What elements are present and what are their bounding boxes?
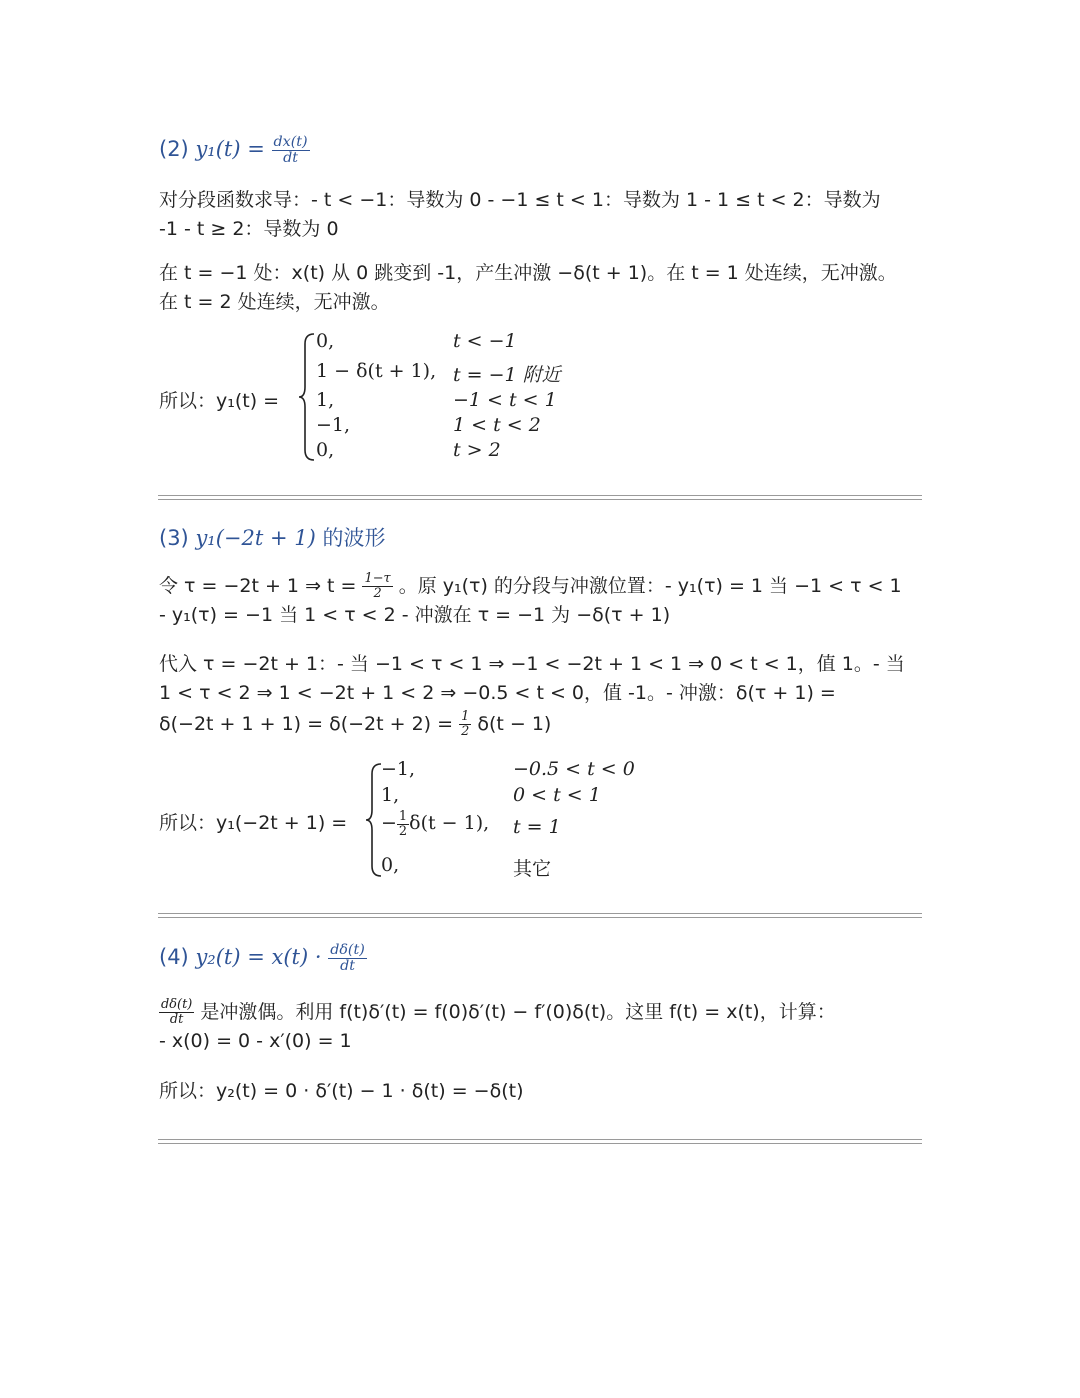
- text-run: −: [381, 812, 397, 835]
- section-2-paragraph-2: [159, 259, 939, 317]
- case-value: −1,: [316, 414, 351, 436]
- section-3-title-math: y₁(−2t + 1): [195, 526, 316, 550]
- fraction-denominator: 2: [461, 724, 470, 739]
- paragraph-line: [159, 998, 939, 1027]
- case-condition: t > 2: [453, 439, 501, 461]
- case-value: 1,: [381, 784, 400, 806]
- inline-fraction: [397, 810, 409, 838]
- section-3-number: (3): [159, 526, 189, 550]
- section-4-paragraph-2: [159, 1077, 939, 1106]
- fraction-denominator: 2: [373, 586, 382, 601]
- case-value: 1 − δ(t + 1),: [316, 360, 437, 382]
- case-value: 0,: [316, 330, 335, 352]
- inline-fraction: [362, 572, 392, 600]
- case-condition: t = −1 附近: [453, 364, 561, 386]
- section-2-heading: [159, 134, 939, 165]
- section-3-paragraph-1: [159, 572, 939, 630]
- fraction-numerator: dx(t): [273, 133, 308, 150]
- section-3-paragraph-2: [159, 650, 939, 739]
- case-condition: 0 < t < 1: [513, 784, 601, 806]
- section-4-title-fraction: [328, 943, 367, 974]
- text-run: 。原 y₁(τ) 的分段与冲激位置：- y₁(τ) = 1 当 −1 < τ < 1: [398, 575, 902, 597]
- section-2-title-lhs: y₁(t) =: [195, 137, 265, 161]
- section-3-title-suffix: 的波形: [322, 526, 386, 550]
- paragraph-line: 1 < τ < 2 ⇒ 1 < −2t + 1 < 2 ⇒ −0.5 < t < 0，值 -1。- 冲激：δ(τ + 1) =: [159, 682, 836, 704]
- section-2-piecewise: [159, 330, 659, 470]
- paragraph-line: [159, 710, 939, 739]
- fraction-denominator: 2: [398, 823, 408, 839]
- section-4-number: (4): [159, 945, 189, 969]
- piecewise-lhs: 所以：y₁(−2t + 1) =: [159, 812, 348, 834]
- inline-fraction: [159, 998, 194, 1026]
- fraction-denominator: dt: [340, 957, 355, 974]
- case-value-impulse: [381, 810, 489, 838]
- fraction-denominator: dt: [169, 1012, 184, 1027]
- fraction-numerator: 1: [398, 809, 408, 824]
- paragraph-line: 对分段函数求导：- t < −1：导数为 0 - −1 ≤ t < 1：导数为 1 - 1 ≤ t < 2：导数为: [159, 189, 881, 211]
- paragraph-line: -1 - t ≥ 2：导数为 0: [159, 218, 339, 240]
- piecewise-lhs: 所以：y₁(t) =: [159, 390, 280, 412]
- section-divider: [158, 1139, 922, 1144]
- text-run: δ(t − 1): [477, 713, 552, 735]
- fraction-numerator: 1−τ: [364, 571, 391, 587]
- text-run: δ(t − 1),: [409, 812, 490, 835]
- section-4-heading: [159, 942, 939, 973]
- section-4-paragraph-1: [159, 998, 939, 1056]
- section-divider: [158, 913, 922, 918]
- case-condition: t = 1: [513, 816, 561, 838]
- text-run: δ(−2t + 1 + 1) = δ(−2t + 2) =: [159, 713, 454, 735]
- fraction-numerator: dδ(t): [161, 997, 193, 1013]
- case-condition: t < −1: [453, 330, 517, 352]
- text-run: 是冲激偶。利用 f(t)δ′(t) = f(0)δ′(t) − f′(0)δ(t)。这里 f(t) = x(t)，计算：: [200, 1001, 836, 1023]
- case-value: 0,: [316, 439, 335, 461]
- paragraph-line: 在 t = −1 处：x(t) 从 0 跳变到 -1，产生冲激 −δ(t + 1)。在 t = 1 处连续，无冲激。: [159, 262, 897, 284]
- paragraph-line: - y₁(τ) = −1 当 1 < τ < 2 - 冲激在 τ = −1 为 −δ(τ + 1): [159, 604, 671, 626]
- fraction-numerator: 1: [461, 709, 470, 725]
- paragraph-line: - x(0) = 0 - x′(0) = 1: [159, 1030, 352, 1052]
- paragraph-line: 在 t = 2 处连续，无冲激。: [159, 291, 390, 313]
- paragraph-line: 代入 τ = −2t + 1：- 当 −1 < τ < 1 ⇒ −1 < −2t + 1 < 1 ⇒ 0 < t < 1，值 1。- 当: [159, 653, 905, 675]
- fraction-numerator: dδ(t): [330, 941, 365, 958]
- section-2-paragraph-1: [159, 186, 939, 244]
- section-3-heading: [159, 523, 939, 553]
- paragraph-line: 所以：y₂(t) = 0 · δ′(t) − 1 · δ(t) = −δ(t): [159, 1080, 524, 1102]
- section-divider: [158, 495, 922, 500]
- case-value: 0,: [381, 854, 400, 876]
- fraction-denominator: dt: [283, 149, 298, 166]
- text-run: 令 τ = −2t + 1 ⇒ t =: [159, 575, 357, 597]
- case-value: −1,: [381, 758, 416, 780]
- section-2-title-fraction: [272, 135, 310, 166]
- case-condition: −0.5 < t < 0: [513, 758, 635, 780]
- paragraph-line: [159, 572, 939, 601]
- section-4-title-lhs: y₂(t) = x(t) ·: [195, 945, 322, 969]
- section-2-number: (2): [159, 137, 189, 161]
- case-condition: −1 < t < 1: [453, 389, 557, 411]
- case-condition: 1 < t < 2: [453, 414, 541, 436]
- case-value: 1,: [316, 389, 335, 411]
- left-brace-icon: [298, 332, 316, 462]
- section-3-piecewise: [159, 758, 679, 883]
- inline-fraction: [459, 710, 471, 738]
- case-condition: 其它: [513, 858, 552, 880]
